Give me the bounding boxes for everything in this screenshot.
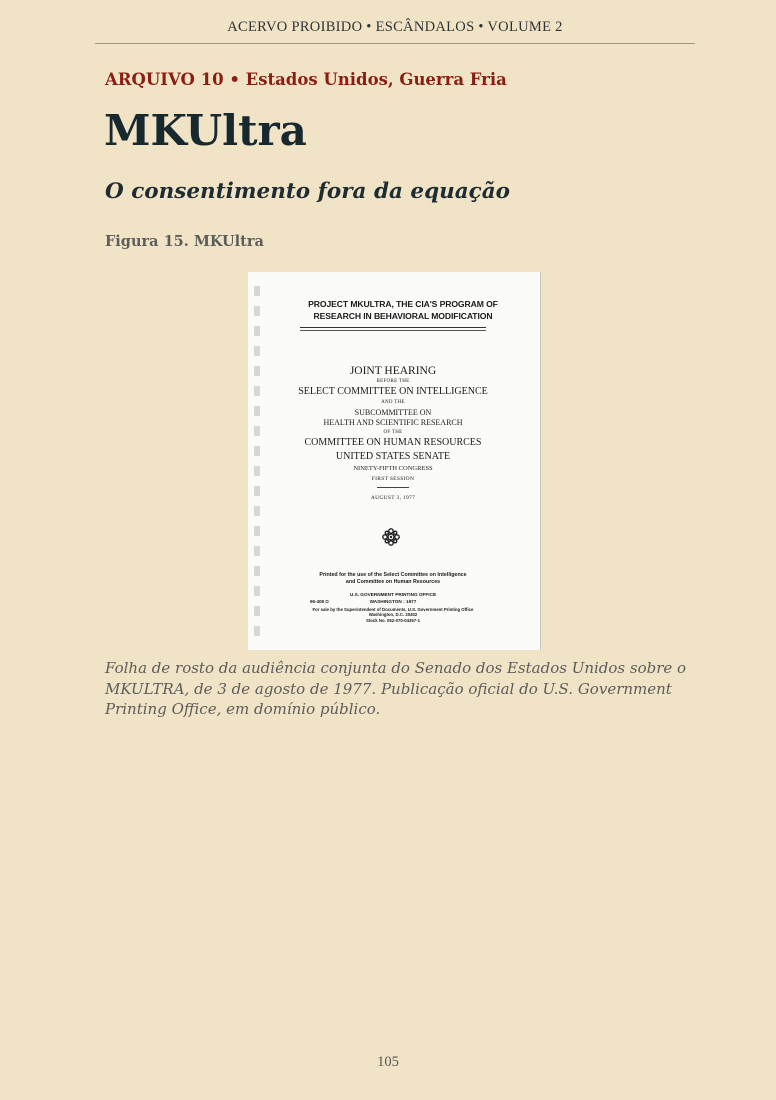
document-printed-line: Printed for the use of the Select Committee on Intelligence bbox=[319, 572, 467, 578]
document-senate: UNITED STATES SENATE bbox=[335, 451, 451, 462]
document-hearing: JOINT HEARING bbox=[349, 365, 437, 377]
document-for-sale bbox=[248, 607, 538, 623]
document-gpo: U.S. GOVERNMENT PRINTING OFFICE bbox=[349, 592, 437, 597]
document-gpo-number: 96-408 O bbox=[310, 599, 329, 604]
document-subcommittee: SUBCOMMITTEE ON bbox=[354, 408, 432, 417]
document-printed-line: and Committee on Human Resources bbox=[345, 578, 441, 585]
figure-caption: Folha de rosto da audiência conjunta do Senado dos Estados Unidos sobre o MKULTRA, de 3 de agosto de 1977. Publicação oficial do U.S. Government Printing Office, em domínio público. bbox=[105, 659, 687, 718]
gpo-seal-icon bbox=[381, 527, 401, 547]
running-header: ACERVO PROIBIDO • ESCÂNDALOS • VOLUME 2 bbox=[227, 19, 563, 35]
page-title: MKUltra bbox=[104, 106, 307, 155]
figure-label: Figura 15. MKUltra bbox=[105, 233, 264, 250]
document-rule bbox=[377, 487, 409, 488]
document-small-caps: BEFORE THE bbox=[376, 379, 410, 384]
document-for-sale-line: Washington, D.C. 20402 bbox=[368, 612, 418, 618]
page-subtitle: O consentimento fora da equação bbox=[105, 179, 511, 204]
document-rule bbox=[300, 327, 486, 328]
document-committee: COMMITTEE ON HUMAN RESOURCES bbox=[304, 437, 482, 448]
document-committee: SELECT COMMITTEE ON INTELLIGENCE bbox=[298, 386, 488, 397]
document-congress: NINETY-FIFTH CONGRESS bbox=[353, 465, 433, 472]
document-small-caps: OF THE bbox=[383, 430, 403, 435]
document-stock-number: Stock No. 052-070-04357-1 bbox=[366, 617, 420, 623]
document-printed-for bbox=[248, 572, 538, 585]
document-subcommittee-name: HEALTH AND SCIENTIFIC RESEARCH bbox=[323, 418, 463, 427]
document-for-sale-line: For sale by the Superintendent of Documents, U.S. Government Printing Office bbox=[312, 607, 474, 612]
document-rule bbox=[300, 330, 486, 331]
document-title-line: RESEARCH IN BEHAVIORAL MODIFICATION bbox=[313, 311, 493, 322]
document-date: AUGUST 3, 1977 bbox=[370, 495, 416, 501]
document-scan-image bbox=[248, 272, 541, 650]
document-title bbox=[278, 298, 528, 323]
document-small-caps: AND THE bbox=[381, 400, 405, 405]
page-number: 105 bbox=[377, 1054, 399, 1070]
document-gpo-city: WASHINGTON : 1977 bbox=[369, 599, 417, 604]
header-divider bbox=[95, 43, 695, 44]
section-kicker: ARQUIVO 10 • Estados Unidos, Guerra Fria bbox=[105, 70, 507, 89]
document-session: FIRST SESSION bbox=[371, 476, 415, 482]
document-title-line: PROJECT MKULTRA, THE CIA'S PROGRAM OF bbox=[308, 299, 498, 309]
